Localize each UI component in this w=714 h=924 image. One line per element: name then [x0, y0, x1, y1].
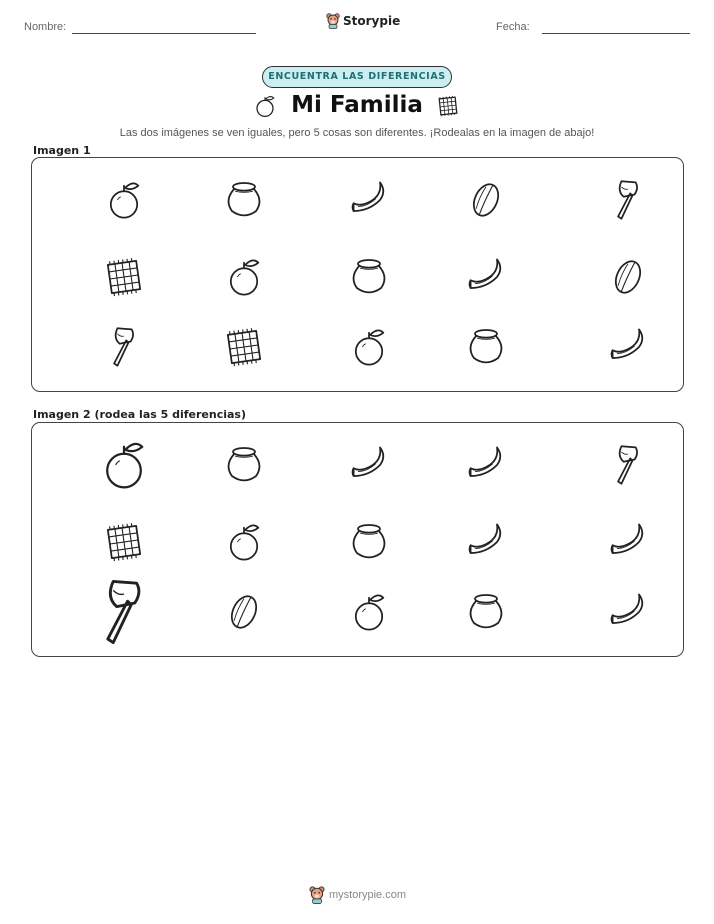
orange-icon[interactable] [222, 520, 266, 569]
image2-label: Imagen 2 (rodea las 5 diferencias) [33, 408, 247, 421]
horn-icon[interactable] [347, 443, 391, 492]
orange-icon [102, 178, 146, 227]
pot-icon[interactable] [347, 520, 391, 569]
pot-icon[interactable] [464, 590, 508, 639]
seed-icon [606, 255, 650, 304]
footer [309, 886, 406, 904]
footer-url: mystorypie.com [329, 889, 407, 901]
horn-icon[interactable] [464, 520, 508, 569]
page-title: Mi Familia [291, 92, 423, 118]
activity-badge: ENCUENTRA LAS DIFERENCIAS [262, 66, 452, 88]
axe-icon[interactable] [88, 576, 160, 653]
axe-icon[interactable] [606, 443, 650, 492]
horn-icon[interactable] [606, 590, 650, 639]
axe-icon [102, 325, 146, 374]
date-line[interactable] [542, 33, 690, 34]
pot-icon [222, 178, 266, 227]
axe-icon [606, 178, 650, 227]
horn-icon [464, 255, 508, 304]
bear-footer-icon [309, 886, 325, 904]
image1-label: Imagen 1 [33, 144, 91, 157]
orange-icon[interactable] [347, 590, 391, 639]
name-label: Nombre: [24, 21, 67, 33]
seed-icon[interactable] [222, 590, 266, 639]
mat-icon [102, 255, 146, 304]
mat-icon[interactable] [102, 520, 146, 569]
horn-icon [606, 325, 650, 374]
name-line[interactable] [72, 33, 256, 34]
mat-icon [222, 325, 266, 374]
orange-icon[interactable] [96, 437, 152, 498]
orange-icon [347, 325, 391, 374]
orange-icon [222, 255, 266, 304]
image2-panel[interactable] [31, 422, 684, 657]
image1-panel [31, 157, 684, 392]
horn-icon[interactable] [606, 520, 650, 569]
bear-logo-icon [326, 13, 340, 29]
date-label: Fecha: [496, 21, 530, 33]
pot-icon [464, 325, 508, 374]
brand-name: Storypie [343, 14, 401, 28]
pot-icon [347, 255, 391, 304]
brand-logo [326, 13, 400, 29]
instructions: Las dos imágenes se ven iguales, pero 5 cosas son diferentes. ¡Rodealas en la imagen de abajo! [119, 127, 595, 139]
woven-mat-icon [436, 94, 460, 118]
horn-icon [347, 178, 391, 227]
seed-icon [464, 178, 508, 227]
horn-icon[interactable] [464, 443, 508, 492]
pot-icon[interactable] [222, 443, 266, 492]
